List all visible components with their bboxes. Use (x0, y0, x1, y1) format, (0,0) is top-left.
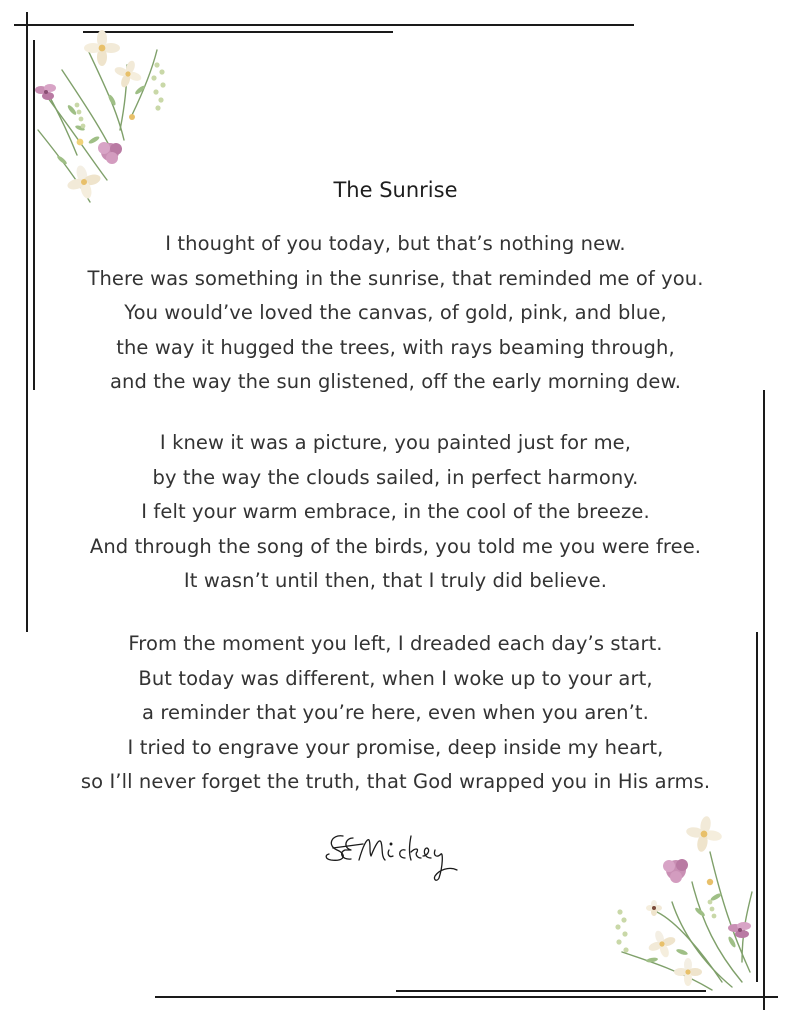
poem-line: the way it hugged the trees, with rays beaming through, (116, 335, 675, 359)
poem-line: It wasn’t until then, that I truly did believe. (183, 569, 608, 592)
handwritten-signature (323, 826, 469, 886)
poem-line: And through the song of the birds, you told me you were free. (89, 534, 702, 558)
poem-line: I thought of you today, but that’s nothing new. (165, 232, 626, 255)
poem-title: The Sunrise (333, 178, 458, 202)
poem-line: and the way the sun glistened, off the early morning dew. (109, 370, 682, 393)
poem-line: a reminder that you’re here, even when you aren’t. (142, 701, 649, 724)
poem-line: You would’ve loved the canvas, of gold, pink, and blue, (124, 301, 667, 324)
poem-line: I felt your warm embrace, in the cool of the breeze. (141, 500, 650, 523)
poem-line: so I’ll never forget the truth, that God wrapped you in His arms. (80, 770, 711, 793)
wildflower-bouquet-bottom-right (592, 812, 762, 992)
frame-bottom-line (155, 996, 778, 998)
poem-line: I tried to engrave your promise, deep inside my heart, (127, 735, 664, 759)
frame-top-line (14, 24, 634, 26)
poem-line: by the way the clouds sailed, in perfect harmony. (152, 465, 639, 489)
stanza-1 (0, 227, 791, 400)
poem-line: There was something in the sunrise, that reminded me of you. (87, 266, 704, 290)
poem-line: But today was different, when I woke up to your art, (138, 666, 653, 690)
stanza-2 (0, 426, 791, 599)
poem-line: I knew it was a picture, you painted just for me, (159, 431, 632, 454)
stanza-3 (0, 627, 791, 800)
poem-line: From the moment you left, I dreaded each day’s start. (128, 632, 663, 655)
